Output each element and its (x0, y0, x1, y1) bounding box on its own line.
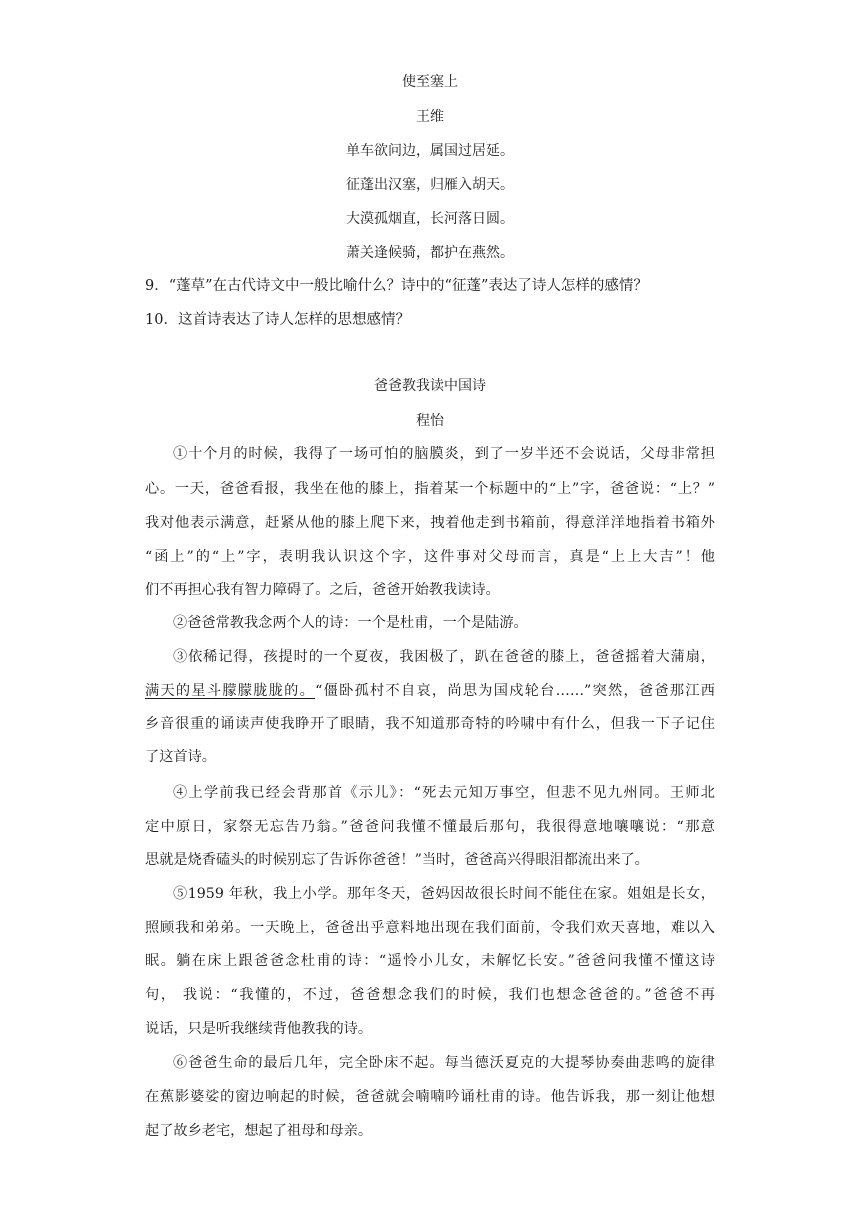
article-title: 爸爸教我读中国诗 (374, 378, 486, 394)
paragraph-3-line: 乡音很重的诵读声使我睁开了眼睛，我不知道那奇特的吟啸中有什么，但我一下子记住 (145, 716, 715, 732)
paragraph-6-line: ⑥爸爸生命的最后几年，完全卧床不起。每当德沃夏克的大提琴协奏曲悲鸣的旋律 (173, 1055, 715, 1071)
paragraph-4-line: 思就是烧香磕头的时候别忘了告诉你爸爸！”当时，爸爸高兴得眼泪都流出来了。 (145, 852, 649, 868)
poem-author: 王维 (416, 109, 444, 125)
poem-line: 萧关逢候骑，都护在燕然。 (346, 245, 514, 261)
paragraph-6-line: 起了故乡老宅，想起了祖母和母亲。 (145, 1123, 373, 1139)
paragraph-5-line: 照顾我和弟弟。一天晚上，爸爸出乎意料地出现在我们面前，令我们欢天喜地，难以入 (145, 920, 715, 936)
paragraph-3-line: ③依稀记得，孩提时的一个夏夜，我困极了，趴在爸爸的膝上，爸爸摇着大蒲扇， (173, 649, 715, 665)
paragraph-3-quote: “僵卧孤村不自哀，尚思为国戍轮台……”突然，爸爸那江西 (315, 683, 715, 699)
poem-line: 大漠孤烟直，长河落日圆。 (346, 211, 514, 227)
poem-title: 使至塞上 (402, 74, 458, 90)
paragraph-3-line (145, 681, 715, 701)
paragraph-1-line: “函上”的“上”字，表明我认识这个字，这件事对父母而言，真是“上上大吉”！他 (145, 549, 715, 565)
paragraph-4-line: 定中原日，家祭无忘告乃翁。”爸爸问我懂不懂最后那句，我很得意地嚷嚷说：“那意 (145, 819, 715, 835)
article-author: 程怡 (416, 413, 444, 429)
paragraph-5-line: ⑤1959 年秋，我上小学。那年冬天，爸妈因故很长时间不能住在家。姐姐是长女， (173, 886, 715, 902)
paragraph-1-line: 我对他表示满意，赶紧从他的膝上爬下来，拽着他走到书箱前，得意洋洋地指着书箱外 (145, 515, 715, 531)
paragraph-1-line: ①十个月的时候，我得了一场可怕的脑膜炎，到了一岁半还不会说话，父母非常担 (173, 446, 715, 462)
paragraph-5-line: 眠。躺在床上跟爸爸念杜甫的诗：“遥怜小儿女，未解忆长安。”爸爸问我懂不懂这诗 (145, 953, 715, 969)
poem-line: 征蓬出汉塞，归雁入胡天。 (346, 177, 514, 193)
poem-line: 单车欲问边，属国过居延。 (346, 143, 514, 159)
paragraph-5-line: 句， 我说：“我懂的，不过，爸爸想念我们的时候，我们也想念爸爸的。”爸爸不再 (145, 987, 715, 1003)
paragraph-6-line: 在蕉影婆娑的窗边响起的时候，爸爸就会喃喃吟诵杜甫的诗。他告诉我，那一刻让他想 (145, 1089, 715, 1105)
paragraph-4-line: ④上学前我已经会背那首《示儿》：“死去元知万事空，但悲不见九州同。王师北 (173, 785, 715, 801)
paragraph-2: ②爸爸常教我念两个人的诗：一个是杜甫，一个是陆游。 (173, 615, 528, 631)
paragraph-1-line: 们不再担心我有智力障碍了。之后，爸爸开始教我读诗。 (145, 582, 500, 598)
paragraph-1-line: 心。一天，爸爸看报，我坐在他的膝上，指着某一个标题中的“上”字，爸爸说：“上？” (145, 481, 715, 497)
underlined-sentence: 满天的星斗朦朦胧胧的。 (145, 683, 316, 699)
question-9: 9．“蓬草”在古代诗文中一般比喻什么？诗中的“征蓬”表达了诗人怎样的感情？ (145, 278, 648, 294)
question-10: 10．这首诗表达了诗人怎样的思想感情？ (145, 312, 410, 328)
paragraph-5-line: 说话，只是听我继续背他教我的诗。 (145, 1021, 373, 1037)
paragraph-3-line: 了这首诗。 (145, 749, 216, 765)
